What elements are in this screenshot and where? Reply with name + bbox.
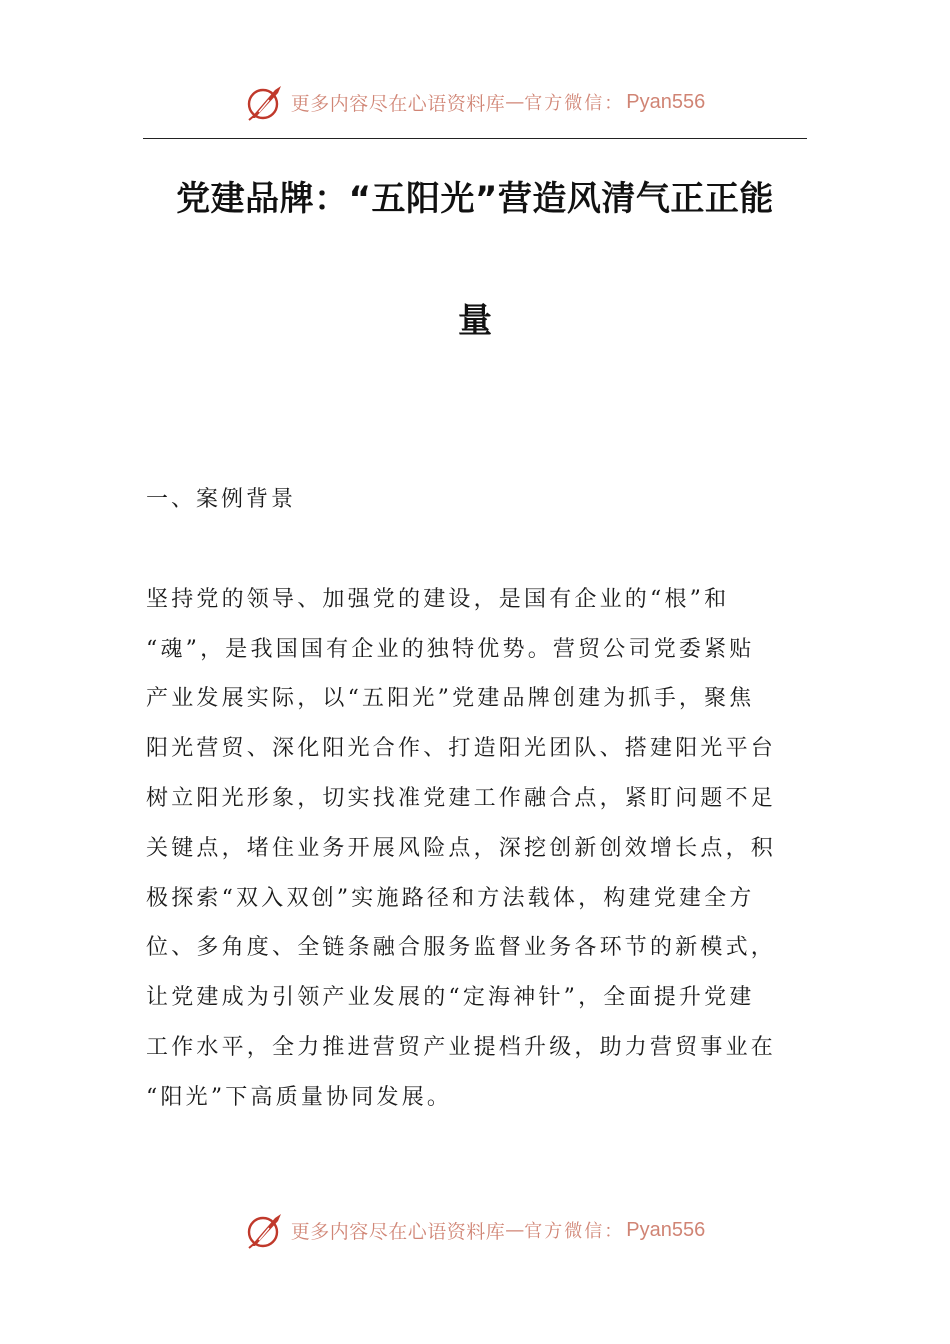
paragraph-line: 产业发展实际，以“五阳光”党建品牌创建为抓手，聚焦: [146, 686, 755, 711]
paragraph-line: 让党建成为引领产业发展的“定海神针”，全面提升党建: [146, 985, 755, 1010]
document-title-line-2: 量: [458, 301, 492, 341]
paragraph-line: 关键点，堵住业务开展风险点，深挖创新创效增长点，积: [146, 836, 777, 861]
paragraph-line: 阳光营贸、深化阳光合作、打造阳光团队、搭建阳光平台: [146, 736, 777, 761]
quill-pen-logo-icon: [245, 82, 285, 122]
quill-pen-logo-icon: [245, 1210, 285, 1250]
paragraph-line: “魂”，是我国国有企业的独特优势。营贸公司党委紧贴: [146, 637, 755, 662]
section-heading: 一、案例背景: [146, 487, 297, 512]
watermark-contact-label: 官方微信：: [524, 93, 625, 114]
paragraph-line: “阳光”下高质量协同发展。: [146, 1085, 453, 1110]
paragraph-line: 坚持党的领导、加强党的建设，是国有企业的“根”和: [146, 587, 730, 612]
footer-watermark: [0, 1208, 950, 1252]
watermark-contact-id: Pyan556: [626, 1218, 706, 1241]
watermark-text: 更多内容尽在心语资料库: [290, 1220, 506, 1243]
watermark-dash: —: [505, 91, 525, 113]
document-title-line-1: 党建品牌：“五阳光”营造风清气正正能: [176, 179, 774, 219]
watermark-dash: —: [505, 1219, 525, 1241]
paragraph-line: 位、多角度、全链条融合服务监督业务各环节的新模式，: [146, 935, 777, 960]
watermark-contact-id: Pyan556: [626, 90, 706, 113]
paragraph-line: 极探索“双入双创”实施路径和方法载体，构建党建全方: [146, 886, 755, 911]
header-divider: [143, 138, 807, 139]
watermark-text: 更多内容尽在心语资料库: [290, 92, 506, 115]
paragraph-line: 工作水平，全力推进营贸产业提档升级，助力营贸事业在: [146, 1035, 777, 1060]
header-watermark: [0, 80, 950, 124]
watermark-contact-label: 官方微信：: [524, 1221, 625, 1242]
paragraph-line: 树立阳光形象，切实找准党建工作融合点，紧盯问题不足: [146, 786, 777, 811]
